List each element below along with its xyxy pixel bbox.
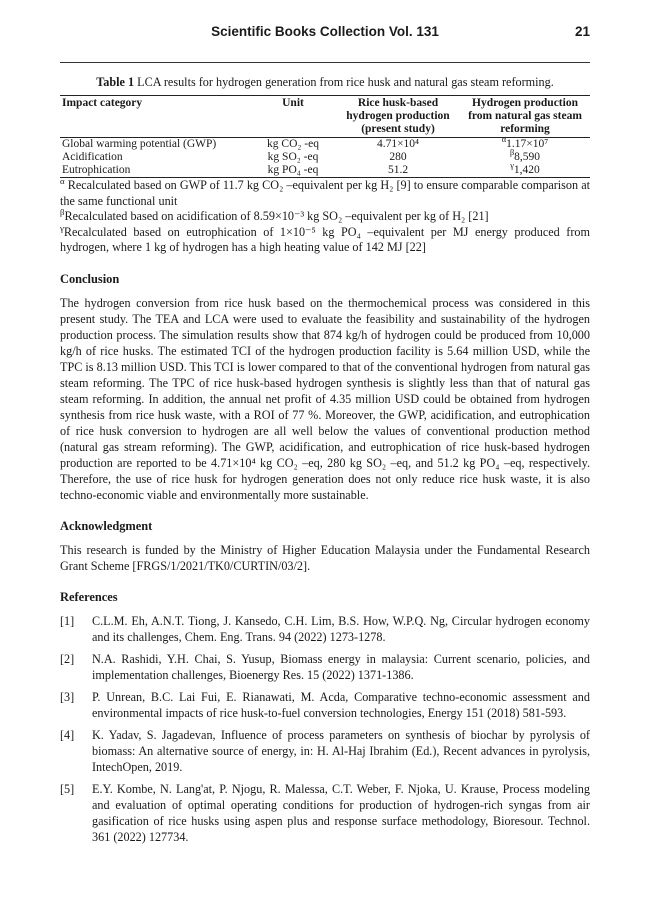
lca-results-table: [60, 95, 590, 178]
conclusion-paragraph: The hydrogen conversion from rice husk based on the thermochemical process was considered in this present study. The TEA and LCA were used to evaluate the feasibility and sustainability of the hydrogen production process. The simulation results show that 874 kg/h of hydrogen could be produced from 10,000 kg/h of rice husks. The estimated TCI of the hydrogen production facility is 5.64 million USD, while the TPC is 8.13 million USD. This TCI is lower compared to that of the conventional hydrogen from natural gas steam reforming. The TPC of rice husk-based hydrogen synthesis is slightly less than that of natural gas steam reforming. In addition, the annual net profit of 4.35 million USD could be obtained from hydrogen synthesis from rice husk waste, with a ROI of 77 %. Moreover, the GWP, acidification, and eutrophication of rice husk conversion to hydrogen are all well below the values of conventional production method (natural gas stream reforming). The GWP, acidification, and eutrophication of rice husk-based hydrogen production are reported to be 4.71×10⁴ kg CO₂ –eq, 280 kg SO₂ –eq, and 51.2 kg PO₄ –eq, respectively. Therefore, the use of rice husk for hydrogen generation does not only reduce rice husk waste, it is also techno-economic viable and environmentally more sustainable.: [60, 295, 590, 502]
table-notes: [60, 175, 590, 256]
running-header: [60, 18, 590, 46]
table-row: [60, 164, 590, 178]
reference-item: [4] K. Yadav, S. Jagadevan, Influence of process parameters on synthesis of biochar by pyrolysis of biomass: An alternative source of energy, in: H. Al-Haj Ibrahim (Ed.), Recent advances in pyrolysis, IntechOpen, 2019.: [60, 727, 590, 774]
cell-gas-value: $^\beta$8,590: [509, 148, 541, 163]
cell-unit: kg SO₂ -eq: [267, 151, 319, 163]
reference-item: [1] C.L.M. Eh, A.N.T. Tiong, J. Kansedo, C.H. Lim, B.S. How, W.P.Q. Ng, Circular hydrogen economy and its challenges, Chem. Eng. Trans. 94 (2022) 1273-1278.: [60, 613, 590, 644]
reference-item: [3] P. Unrean, B.C. Lai Fui, E. Rianawati, M. Acda, Comparative techno-economic assessment and environmental impacts of rice husk-to-fuel conversion technologies, Energy 151 (2018) 581-593.: [60, 689, 590, 720]
page-body: [60, 74, 590, 851]
cell-category: Acidification: [62, 151, 123, 163]
header-impact-category: Impact category: [60, 96, 250, 138]
cell-rice-value: 4.71×10⁴: [376, 138, 420, 150]
reference-item: [2] N.A. Rashidi, Y.H. Chai, S. Yusup, Biomass energy in malaysia: Current scenario, policies, and implementation challenges, Bioenergy Res. 15 (2022) 1371-1386.: [60, 651, 590, 682]
conclusion-heading: Conclusion: [60, 271, 120, 286]
cell-category: Global warming potential (GWP): [62, 138, 217, 150]
cell-gas-value: $^\alpha$1.17×10⁷: [501, 135, 549, 150]
cell-unit: kg CO₂ -eq: [267, 138, 319, 150]
table-note: $^\beta$Recalculated based on acidification of 8.59×10⁻³ kg SO₂ –equivalent per kg of H₂ [21]: [60, 206, 489, 223]
references-heading: References: [60, 589, 118, 604]
table-caption-text: LCA results for hydrogen generation from rice husk and natural gas steam reforming.: [137, 75, 554, 89]
cell-rice-value: 51.2: [336, 164, 460, 178]
table-caption-label: Table 1: [96, 75, 135, 89]
header-rule: [60, 62, 590, 63]
cell-rice-value: 280: [389, 151, 407, 163]
reference-item: [5] E.Y. Kombe, N. Lang'at, P. Njogu, R. Malessa, C.T. Weber, F. Njoka, U. Krause, Process modeling and evaluation of optimal operating conditions for production of hydrogen-rich syngas from air gasification of rice husks using aspen plus and response surface methodology, Bioresour. Technol. 361 (2022) 127734.: [60, 781, 590, 844]
cell-category: Eutrophication: [60, 164, 250, 178]
header-natural-gas: Hydrogen production from natural gas steam reforming: [460, 96, 590, 138]
table-header-row: [60, 96, 590, 138]
table-note: $^\alpha$ Recalculated based on GWP of 11.7 kg CO₂ –equivalent per kg H₂ [9] to ensure comparable comparison at the same functional unit: [60, 175, 590, 208]
acknowledgment-paragraph: This research is funded by the Ministry of Higher Education Malaysia under the Fundamental Research Grant Scheme [FRGS/1/2021/TK0/CURTIN/03/2].: [60, 542, 590, 573]
header-unit: Unit: [250, 96, 336, 138]
table-caption: [60, 74, 590, 90]
reference-list: [60, 613, 590, 845]
cell-unit: kg PO₄ -eq: [250, 164, 336, 178]
journal-title: Scientific Books Collection Vol. 131: [211, 24, 439, 39]
cell-gas-value: $^\gamma$1,420: [460, 164, 590, 178]
table-note: $^\gamma$Recalculated based on eutrophication of 1×10⁻⁵ kg PO₄ –equivalent per MJ energy produced from hydrogen, where 1 kg of hydrogen has a high heating value of 142 MJ [22]: [60, 222, 590, 254]
header-rice-husk: Rice husk-based hydrogen production (present study): [336, 96, 460, 138]
page-number: 21: [574, 24, 590, 39]
acknowledgment-heading: Acknowledgment: [60, 518, 153, 533]
